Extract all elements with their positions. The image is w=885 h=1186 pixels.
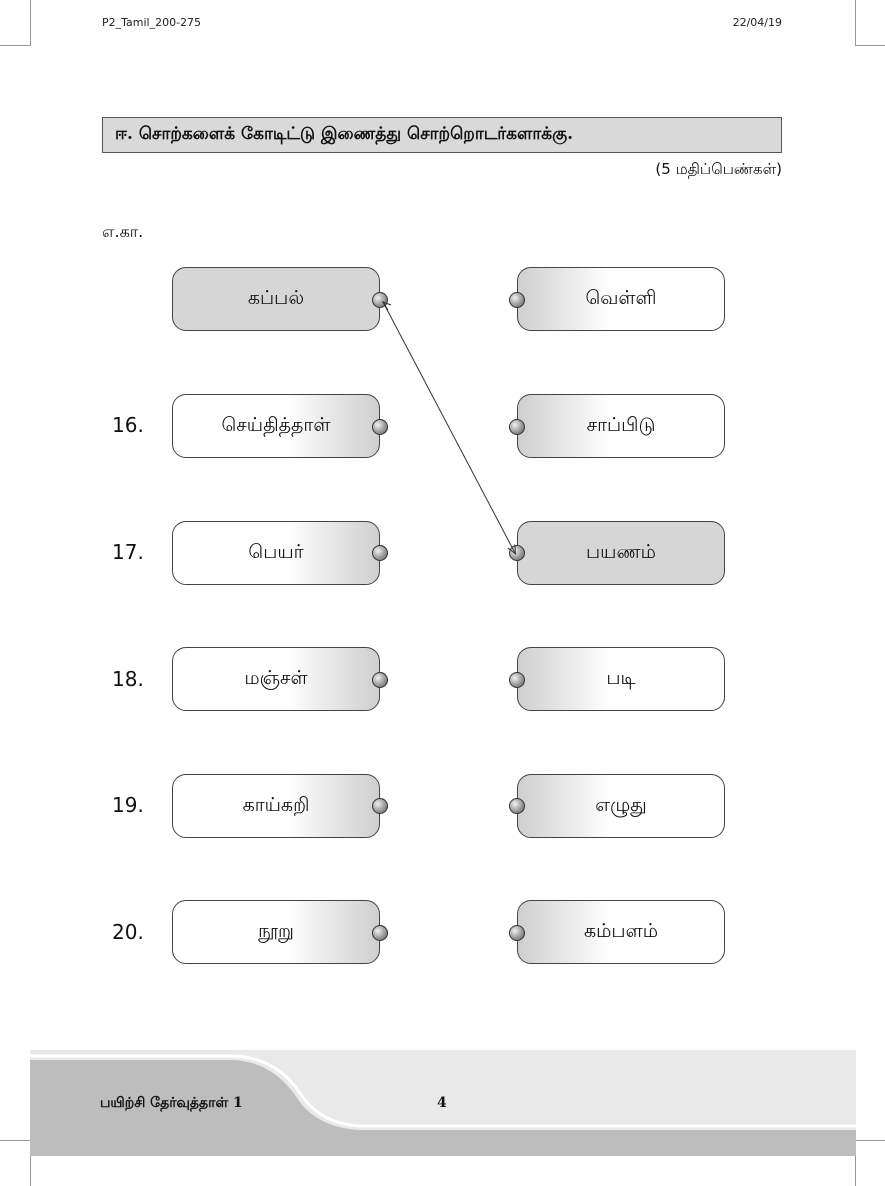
crop-mark [0, 45, 30, 46]
right-word-box[interactable] [517, 394, 725, 458]
crop-mark [0, 1140, 30, 1141]
connector-dot[interactable] [509, 925, 525, 941]
connector-dot[interactable] [372, 925, 388, 941]
section-title-text: ஈ. சொற்களைக் கோடிட்டு இணைத்து சொற்றொடர்களாக்கு. [115, 124, 574, 144]
question-number: 20. [112, 920, 144, 944]
section-title [102, 117, 782, 153]
connector-dot[interactable] [509, 672, 525, 688]
left-word: காய்கறி [242, 793, 310, 816]
paper-title: பயிற்சி தேர்வுத்தாள் 1 [100, 1095, 243, 1111]
left-word: பெயர் [248, 540, 304, 563]
right-word-box[interactable] [517, 521, 725, 585]
question-number: 19. [112, 793, 144, 817]
connector-dot[interactable] [509, 419, 525, 435]
crop-mark [855, 0, 856, 46]
question-number: 17. [112, 540, 144, 564]
connector-dot[interactable] [372, 419, 388, 435]
right-word-box[interactable] [517, 267, 725, 331]
left-word-box[interactable] [172, 647, 380, 711]
right-word: படி [606, 666, 636, 689]
right-word: கம்பளம் [583, 919, 658, 942]
left-word: நூறு [258, 919, 294, 942]
connector-dot[interactable] [509, 798, 525, 814]
connector-dot[interactable] [372, 798, 388, 814]
question-number: 16. [112, 413, 144, 437]
right-word: பயணம் [586, 540, 656, 563]
left-word-box[interactable] [172, 521, 380, 585]
left-word: செய்தித்தாள் [221, 413, 331, 436]
right-word-box[interactable] [517, 647, 725, 711]
left-word: மஞ்சள் [244, 666, 308, 689]
right-word-box[interactable] [517, 774, 725, 838]
example-label: எ.கா. [102, 222, 144, 241]
right-word: சாப்பிடு [586, 413, 656, 436]
crop-mark [856, 1140, 885, 1141]
left-word-box[interactable] [172, 394, 380, 458]
left-word-box[interactable] [172, 774, 380, 838]
left-word-box[interactable] [172, 900, 380, 964]
print-date: 22/04/19 [732, 16, 782, 29]
left-word-box[interactable] [172, 267, 380, 331]
connector-dot[interactable] [509, 292, 525, 308]
left-word: கப்பல் [247, 286, 305, 309]
right-word: வெள்ளி [585, 286, 657, 309]
crop-mark [856, 45, 885, 46]
page-number: 4 [437, 1095, 447, 1111]
connector-dot[interactable] [372, 545, 388, 561]
crop-mark [30, 0, 31, 46]
file-name: P2_Tamil_200-275 [102, 16, 202, 29]
connector-dot[interactable] [372, 672, 388, 688]
right-word-box[interactable] [517, 900, 725, 964]
question-number: 18. [112, 667, 144, 691]
marks-label: (5 மதிப்பெண்கள்) [655, 160, 782, 178]
connector-dot[interactable] [372, 292, 388, 308]
right-word: எழுது [595, 793, 647, 816]
connector-dot[interactable] [509, 545, 525, 561]
